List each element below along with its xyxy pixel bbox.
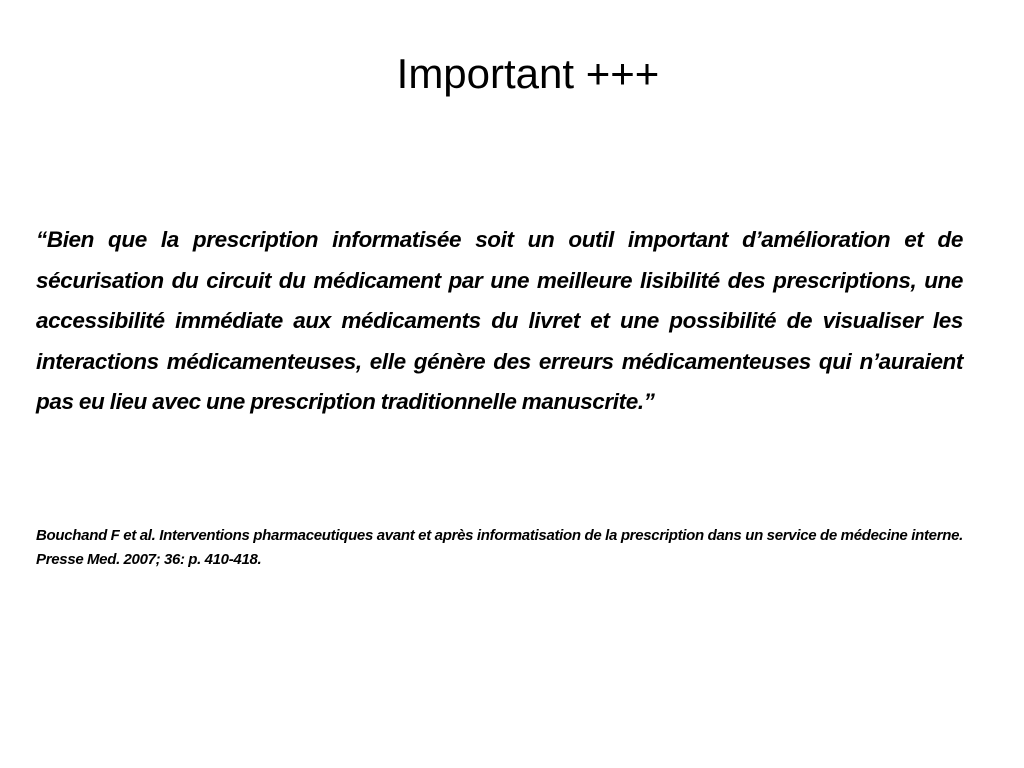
quote-text: “Bien que la prescription informatisée soit un outil important d’amélioration et de sécurisation du circuit du médicament par une meilleure lisibilité des prescriptions, une accessibilité immédiate aux médicaments du livret et une possibilité de visualiser les interactions médicamenteuses, elle génère des erreurs médicamenteuses qui n’auraient pas eu lieu avec une prescription traditionnelle manuscrite.” bbox=[36, 227, 963, 415]
slide-title: Important +++ bbox=[396, 50, 660, 97]
reference-citation: Bouchand F et al. Interventions pharmaceutiques avant et après informatisation de la prescription dans un service de médecine interne. Presse Med. 2007; 36: p. 410-418. bbox=[36, 527, 963, 568]
